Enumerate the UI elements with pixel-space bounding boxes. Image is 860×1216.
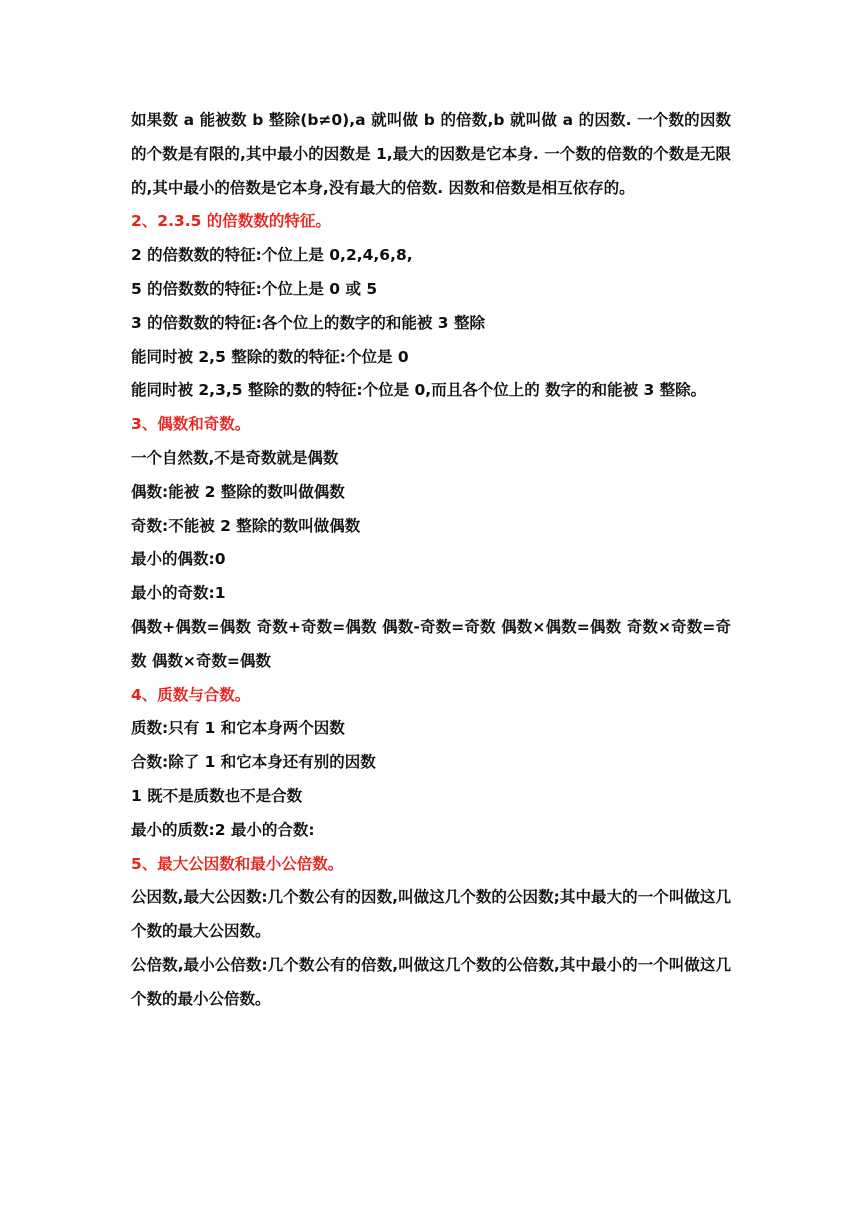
section-4-line: 合数:除了 1 和它本身还有别的因数: [131, 753, 376, 772]
section-3-line: 最小的偶数:0: [131, 550, 226, 569]
section-5-paragraph: 公倍数,最小公倍数:几个数公有的倍数,叫做这几个数的公倍数,其中最小的一个叫做这几个数的最小公倍数。: [131, 955, 731, 1008]
section-2-line: 2 的倍数数的特征:个位上是 0,2,4,6,8,: [131, 246, 413, 265]
document-body: [131, 104, 731, 1017]
section-3-heading: 3、偶数和奇数。: [131, 415, 251, 434]
section-2-paragraph: 能同时被 2,3,5 整除的数的特征:个位是 0,而且各个位上的 数字的和能被 3 整除。: [131, 381, 707, 400]
section-4-line: 最小的质数:2 最小的合数:: [131, 820, 315, 839]
section-4-line: 质数:只有 1 和它本身两个因数: [131, 719, 345, 738]
section-3-line: 奇数:不能被 2 整除的数叫做偶数: [131, 516, 361, 535]
section-4-line: 1 既不是质数也不是合数: [131, 786, 303, 805]
section-5-paragraph: 公因数,最大公因数:几个数公有的因数,叫做这几个数的公因数;其中最大的一个叫做这几个数的最大公因数。: [131, 888, 731, 941]
intro-paragraph: 如果数 a 能被数 b 整除(b≠0),a 就叫做 b 的倍数,b 就叫做 a 的因数. 一个数的因数的个数是有限的,其中最小的因数是 1,最大的因数是它本身. 一个数的倍数的个数是无限的,其中最小的倍数是它本身,没有最大的倍数. 因数和倍数是相互依存的。: [131, 111, 731, 197]
section-3-line: 一个自然数,不是奇数就是偶数: [131, 448, 339, 467]
section-2-line: 5 的倍数数的特征:个位上是 0 或 5: [131, 279, 378, 298]
section-4-heading: 4、质数与合数。: [131, 685, 251, 704]
section-2-line: 3 的倍数数的特征:各个位上的数字的和能被 3 整除: [131, 313, 485, 332]
section-2-line: 能同时被 2,5 整除的数的特征:个位是 0: [131, 347, 409, 366]
section-2-heading: 2、2.3.5 的倍数数的特征。: [131, 212, 331, 231]
section-3-rules: 偶数+偶数=偶数 奇数+奇数=偶数 偶数-奇数=奇数 偶数×偶数=偶数 奇数×奇数=奇数 偶数×奇数=偶数: [131, 617, 731, 670]
section-3-line: 最小的奇数:1: [131, 584, 226, 603]
section-5-heading: 5、最大公因数和最小公倍数。: [131, 854, 344, 873]
section-3-line: 偶数:能被 2 整除的数叫做偶数: [131, 482, 345, 501]
